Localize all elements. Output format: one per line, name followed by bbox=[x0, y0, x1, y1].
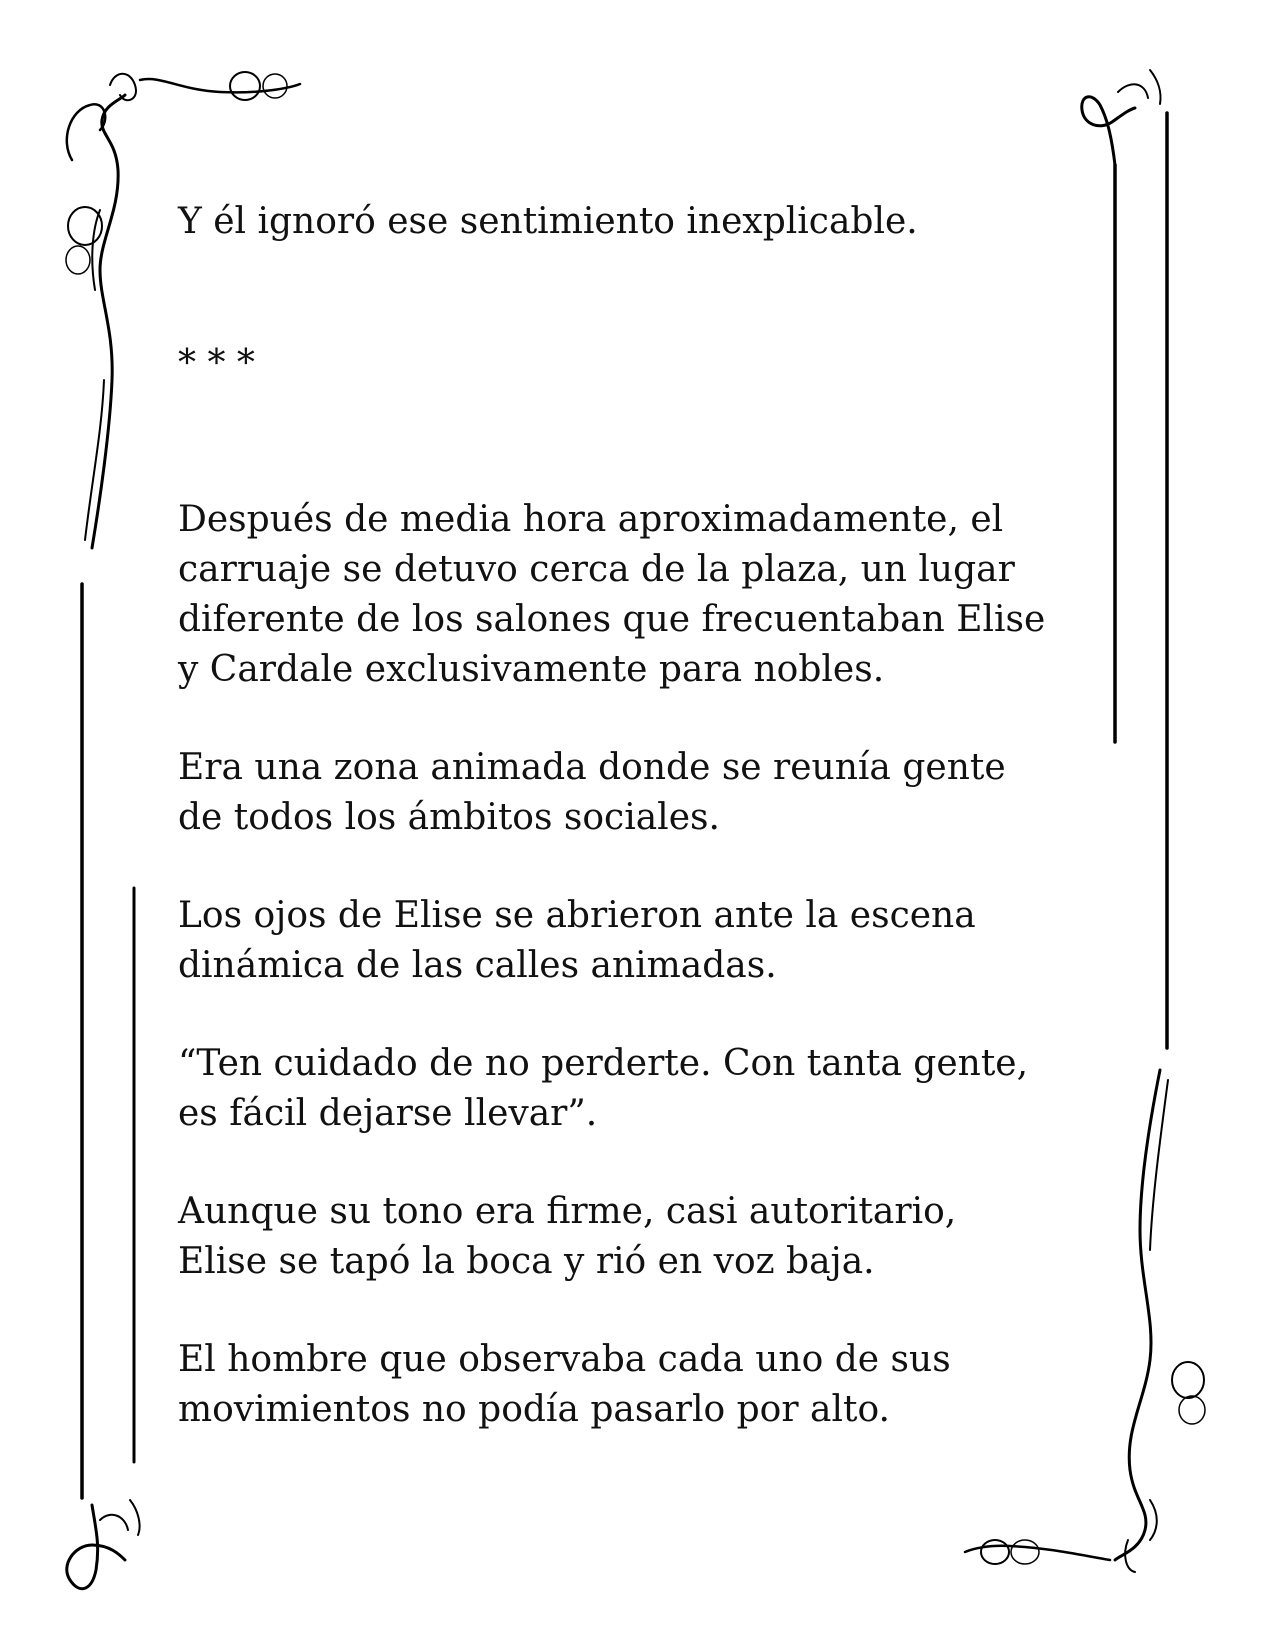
paragraph-line: Era una zona animada donde se reunía gente bbox=[178, 747, 1006, 788]
flourish-ornament-top-left bbox=[66, 72, 300, 548]
paragraph-line: movimientos no podía pasarlo por alto. bbox=[178, 1389, 890, 1430]
paragraph-line: dinámica de las calles animadas. bbox=[178, 945, 777, 986]
paragraph-line: es fácil dejarse llevar”. bbox=[178, 1093, 598, 1134]
paragraph-line: “Ten cuidado de no perderte. Con tanta gente, bbox=[178, 1043, 1029, 1084]
paragraph-line: y Cardale exclusivamente para nobles. bbox=[178, 649, 885, 690]
paragraph-line: Los ojos de Elise se abrieron ante la escena bbox=[178, 895, 976, 936]
paragraph-line: Después de media hora aproximadamente, el bbox=[178, 499, 1004, 540]
paragraph-line: El hombre que observaba cada uno de sus bbox=[178, 1339, 951, 1380]
paragraph-line: diferente de los salones que frecuentaban Elise bbox=[178, 599, 1046, 640]
flourish-ornament-top-right bbox=[1082, 70, 1161, 165]
paragraph-line: Y él ignoró ese sentimiento inexplicable. bbox=[178, 201, 918, 242]
flourish-ornament-bottom-left bbox=[67, 1500, 140, 1589]
paragraph-line: de todos los ámbitos sociales. bbox=[178, 797, 720, 838]
paragraph-line: carruaje se detuvo cerca de la plaza, un lugar bbox=[178, 549, 1015, 590]
scene-break: * * * bbox=[178, 343, 255, 384]
paragraph-line: Elise se tapó la boca y rió en voz baja. bbox=[178, 1241, 875, 1282]
paragraph-line: Aunque su tono era firme, casi autoritario, bbox=[178, 1191, 957, 1232]
flourish-ornament-bottom-right bbox=[965, 1070, 1205, 1572]
